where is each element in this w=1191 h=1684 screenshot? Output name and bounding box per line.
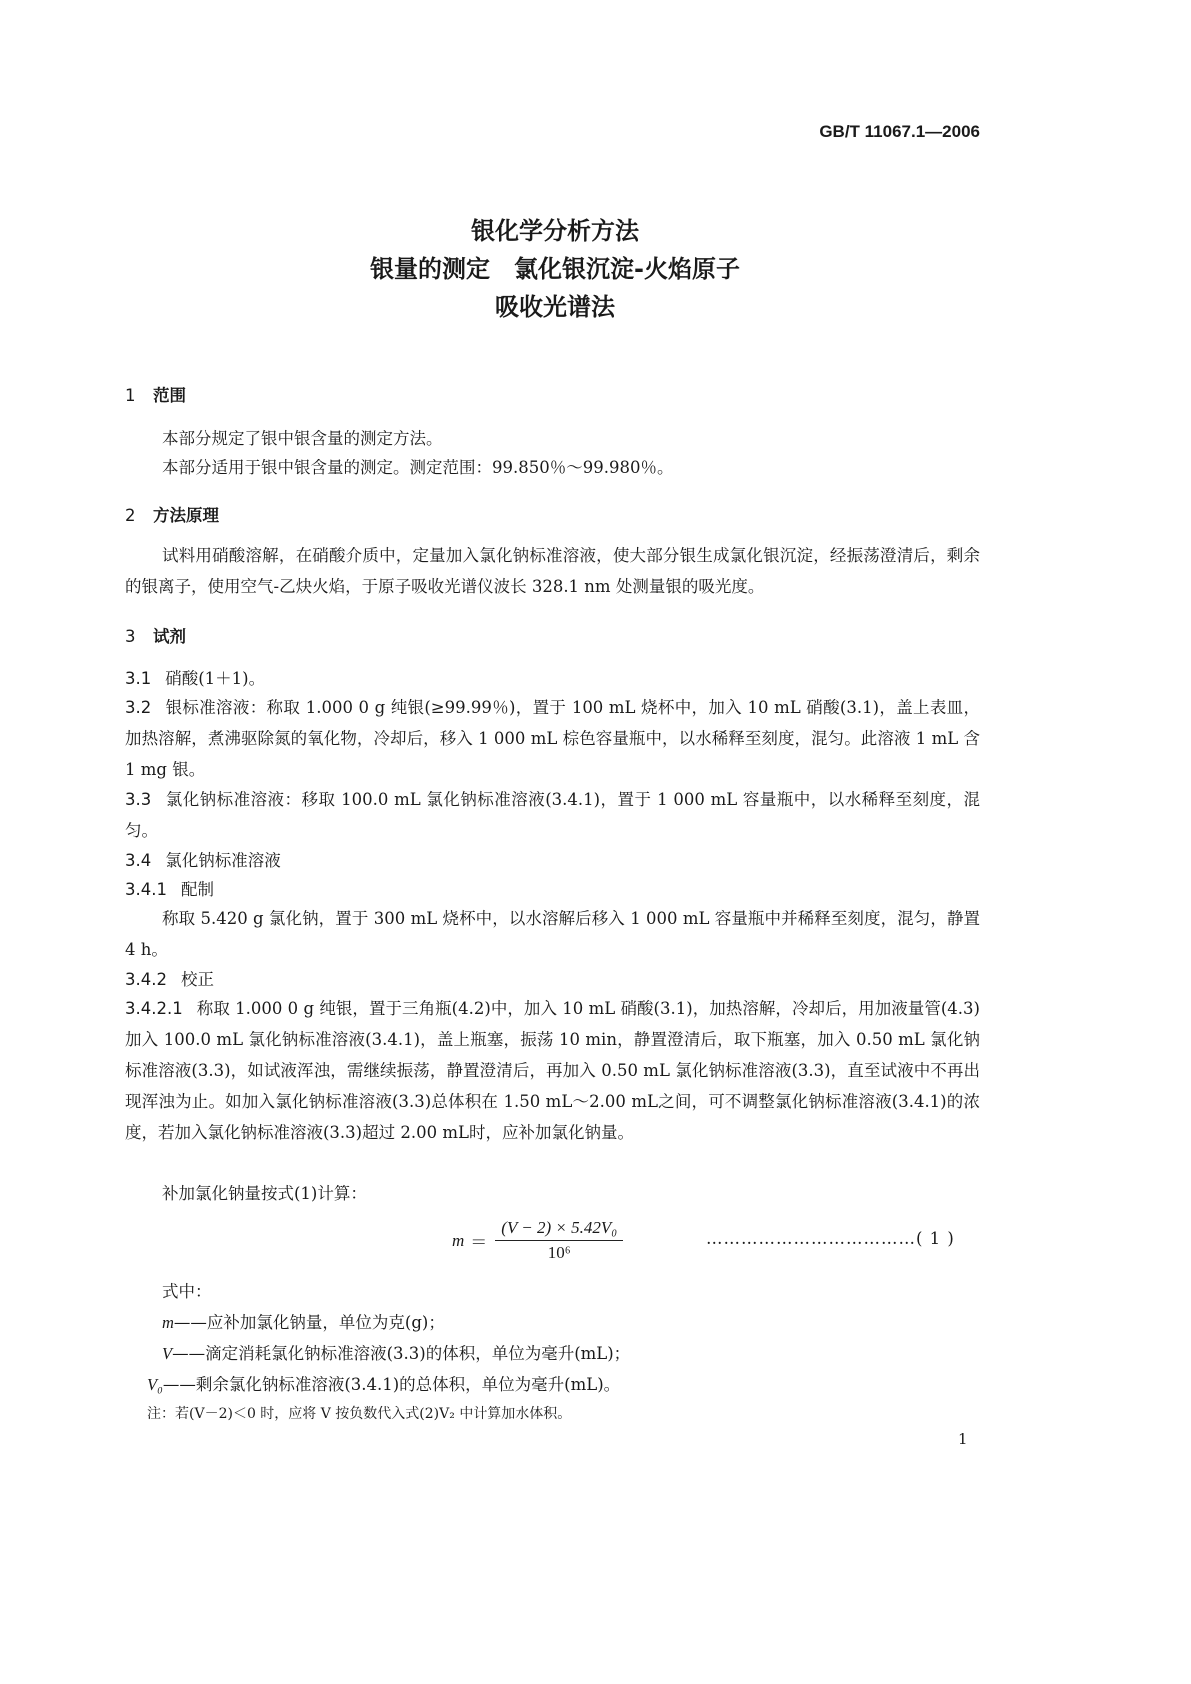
calculation-intro: 补加氯化钠量按式(1)计算： (162, 1184, 367, 1203)
clause-3-3: 3.3 氯化钠标准溶液：移取 100.0 mL 氯化钠标准溶液(3.4.1)，置于 1 000 mL 容量瓶中，以水稀释至刻度，混匀。 (125, 790, 980, 840)
formula-denominator: 10⁶ (547, 1243, 571, 1262)
document-title (0, 212, 1110, 326)
title-line-1: 银化学分析方法 (471, 217, 639, 245)
clause-3-4-2-1: 3.4.2.1 称取 1.000 0 g 纯银，置于三角瓶(4.2)中，加入 10 mL 硝酸(3.1)，加热溶解，冷却后，用加液量管(4.3)加入 100.0 mL 氯化钠标准溶液(3.4.1)，盖上瓶塞，振荡 10 min，静置澄清后，取下瓶塞，加入 0.50 mL 氯化钠标准溶液(3.3)，如试液浑浊，需继续振荡，静置澄清后，再加入 0.50 mL 氯化钠标准溶液(3.3)，直至试液中不再出现浑浊为止。如加入氯化钠标准溶液(3.3)总体积在 1.50 mL～2.00 mL之间，可不调整氯化钠标准溶液(3.4.1)的浓度，若加入氯化钠标准溶液(3.3)超过 2.00 mL时，应补加氯化钠量。 (125, 999, 980, 1142)
title-line-3: 吸收光谱法 (495, 293, 615, 321)
variable-v: V——滴定消耗氯化钠标准溶液(3.3)的体积，单位为毫升(mL)； (162, 1344, 631, 1363)
clause-3-2: 3.2 银标准溶液：称取 1.000 0 g 纯银(≥99.99％)，置于 100 mL 烧杯中，加入 10 mL 硝酸(3.1)，盖上表皿，加热溶解，煮沸驱除氮的氧化物，冷却后，移入 1 000 mL 棕色容量瓶中，以水稀释至刻度，混匀。此溶液 1 mL 含 1 mg 银。 (125, 698, 980, 779)
scope-paragraph-2: 本部分适用于银中银含量的测定。测定范围：99.850％～99.980％。 (162, 458, 674, 477)
formula-fraction (495, 1218, 623, 1263)
standard-number: GB/T 11067.1—2006 (819, 122, 980, 141)
formula-lhs: m (452, 1230, 465, 1250)
section-3-heading: 3 试剂 (125, 627, 186, 646)
equation-number: ………………………………( 1 ) (706, 1229, 955, 1248)
clause-3-4-2: 3.4.2 校正 (125, 970, 214, 989)
variable-v0: V₀——剩余氯化钠标准溶液(3.4.1)的总体积，单位为毫升(mL)。 (147, 1375, 621, 1394)
variable-m: m——应补加氯化钠量，单位为克(g)； (162, 1313, 445, 1332)
title-line-2: 银量的测定 氯化银沉淀-火焰原子 (370, 255, 740, 283)
section-2-heading: 2 方法原理 (125, 506, 219, 525)
clause-3-4-1-paragraph: 称取 5.420 g 氯化钠，置于 300 mL 烧杯中，以水溶解后移入 1 000 mL 容量瓶中并稀释至刻度，混匀，静置 4 h。 (125, 909, 980, 959)
clause-3-1: 3.1 硝酸(1＋1)。 (125, 669, 266, 688)
clause-3-4: 3.4 氯化钠标准溶液 (125, 851, 281, 870)
formula-numerator: (V − 2) × 5.42V₀ (495, 1218, 623, 1241)
where-label: 式中： (162, 1282, 212, 1301)
section-1-heading: 1 范围 (125, 386, 186, 405)
note: 注：若(V－2)＜0 时，应将 V 按负数代入式(2)V₂ 中计算加水体积。 (147, 1406, 572, 1422)
clause-3-4-1: 3.4.1 配制 (125, 880, 214, 899)
formula-1 (452, 1218, 623, 1263)
scope-paragraph-1: 本部分规定了银中银含量的测定方法。 (162, 429, 443, 448)
formula-equals: ＝ (470, 1233, 488, 1252)
principle-paragraph: 试料用硝酸溶解，在硝酸介质中，定量加入氯化钠标准溶液，使大部分银生成氯化银沉淀，经振荡澄清后，剩余的银离子，使用空气-乙炔火焰，于原子吸收光谱仪波长 328.1 nm 处测量银的吸光度。 (125, 546, 980, 596)
page-number: 1 (958, 1430, 968, 1448)
